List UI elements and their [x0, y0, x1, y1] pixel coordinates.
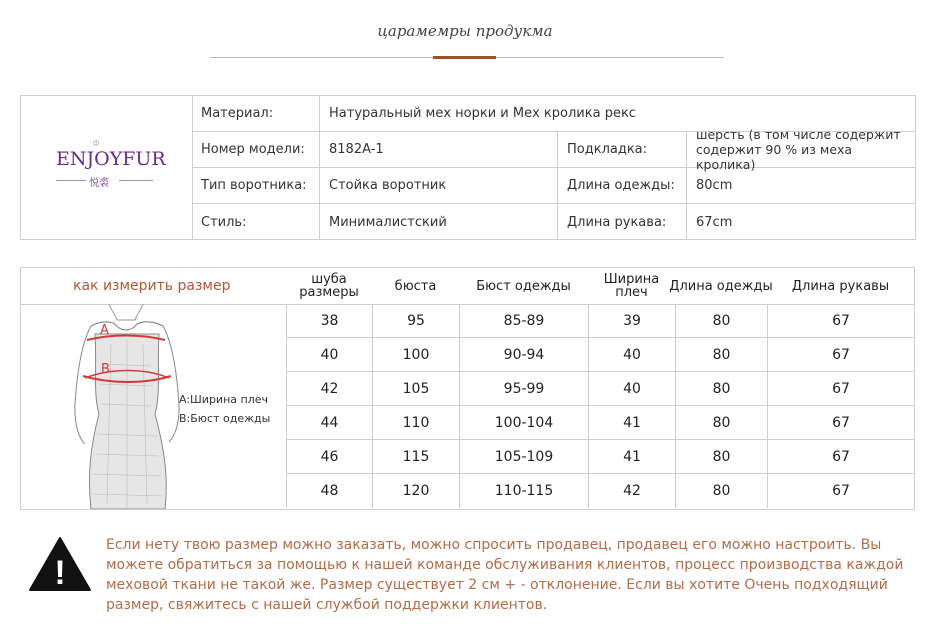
table-row	[286, 440, 914, 474]
table-cell: 80	[675, 304, 767, 337]
marker-a: A	[100, 323, 109, 338]
table-cell: 46	[286, 440, 372, 473]
table-cell: 67	[767, 372, 914, 405]
param-value: Натуральный мех норки и Мех кролика рекс	[329, 106, 636, 121]
table-cell: 90-94	[459, 338, 588, 371]
param-value: 67cm	[696, 214, 733, 230]
product-params-table	[20, 95, 916, 240]
brand-name: ENJOYFUR	[56, 148, 166, 170]
table-cell: 80	[675, 372, 767, 405]
param-value: 8182A-1	[320, 132, 558, 167]
param-value: Минималистский	[320, 204, 558, 240]
table-cell: 115	[372, 440, 459, 473]
table-row	[286, 338, 914, 372]
param-label: Материал:	[192, 96, 320, 131]
measurement-figure	[21, 304, 286, 509]
param-label: Длина рукава:	[558, 204, 687, 240]
logo-rule-right	[119, 180, 153, 181]
param-label: Стиль:	[192, 204, 320, 240]
table-cell: 95	[372, 304, 459, 337]
param-label: Номер модели:	[192, 132, 320, 167]
column-header: Длина рукавы	[791, 278, 890, 294]
table-cell: 41	[588, 406, 675, 439]
note-bust: B:Бюст одежды	[179, 412, 271, 425]
param-value: Стойка воротник	[320, 168, 558, 203]
table-cell: 39	[588, 304, 675, 337]
param-label: Длина одежды:	[558, 168, 687, 203]
param-value: 80cm	[696, 178, 733, 193]
measure-title: как измерить размер	[73, 278, 231, 294]
brand-subtitle: 悦裘	[89, 178, 109, 189]
table-row	[286, 372, 914, 406]
param-label: Тип воротника:	[192, 168, 320, 203]
table-cell: 40	[588, 338, 675, 371]
table-cell: 42	[286, 372, 372, 405]
table-cell: 80	[675, 474, 767, 508]
crown-icon: ♔	[92, 139, 101, 149]
table-cell: 95-99	[459, 372, 588, 405]
table-cell: 42	[588, 474, 675, 508]
page-title: царамемры продукма	[377, 22, 553, 40]
params-row	[192, 168, 915, 204]
size-grid	[286, 304, 914, 509]
params-row	[192, 204, 915, 240]
table-cell: 105-109	[459, 440, 588, 473]
param-value: шерсть (в том числе содержит содержит 90 % из меха кролика)	[696, 127, 901, 172]
table-cell: 38	[286, 304, 372, 337]
param-label: Подкладка:	[558, 132, 687, 167]
logo-rule-left	[56, 180, 86, 181]
table-cell: 41	[588, 440, 675, 473]
table-cell: 100	[372, 338, 459, 371]
table-cell: 40	[286, 338, 372, 371]
table-cell: 105	[372, 372, 459, 405]
column-header: бюста	[394, 278, 437, 294]
table-cell: 67	[767, 440, 914, 473]
table-cell: 67	[767, 474, 914, 508]
column-header: Бюст одежды	[476, 278, 571, 294]
warning-glyph: !	[54, 554, 66, 592]
brand-logo	[21, 96, 193, 239]
table-cell: 48	[286, 474, 372, 508]
title-divider-left	[210, 57, 433, 58]
table-row	[286, 474, 914, 508]
table-cell: 80	[675, 338, 767, 371]
warning-icon	[28, 536, 92, 596]
table-cell: 40	[588, 372, 675, 405]
params-row	[192, 127, 915, 172]
size-chart-header	[21, 268, 914, 305]
column-header: Длина одежды	[669, 278, 773, 294]
table-row	[286, 304, 914, 338]
note-shoulder: A:Ширина плеч	[179, 393, 268, 406]
table-row	[286, 406, 914, 440]
table-cell: 67	[767, 304, 914, 337]
table-cell: 44	[286, 406, 372, 439]
dress-sketch	[41, 304, 211, 509]
table-cell: 110-115	[459, 474, 588, 508]
size-notice: Если нету твою размер можно заказать, можно спросить продавец, продавец его можно настроить. Вы можете обратиться за помощью к нашей команде обслуживания клиентов, процесс производства каждой меховой ткани не такой же. Размер существует 2 см + - отклонение. Если вы хотите Очень подходящий размер, свяжитесь с нашей службой поддержки клиентов.	[106, 537, 904, 613]
table-cell: 100-104	[459, 406, 588, 439]
table-cell: 67	[767, 406, 914, 439]
table-cell: 85-89	[459, 304, 588, 337]
column-header: Ширина плеч	[603, 272, 660, 300]
size-chart-table	[20, 267, 915, 510]
table-cell: 80	[675, 440, 767, 473]
marker-b: B	[101, 362, 110, 377]
table-cell: 80	[675, 406, 767, 439]
table-cell: 67	[767, 338, 914, 371]
table-cell: 120	[372, 474, 459, 508]
title-divider-right	[496, 57, 724, 58]
table-cell: 110	[372, 406, 459, 439]
column-header: шуба размеры	[299, 272, 359, 300]
title-divider-accent	[433, 56, 496, 59]
